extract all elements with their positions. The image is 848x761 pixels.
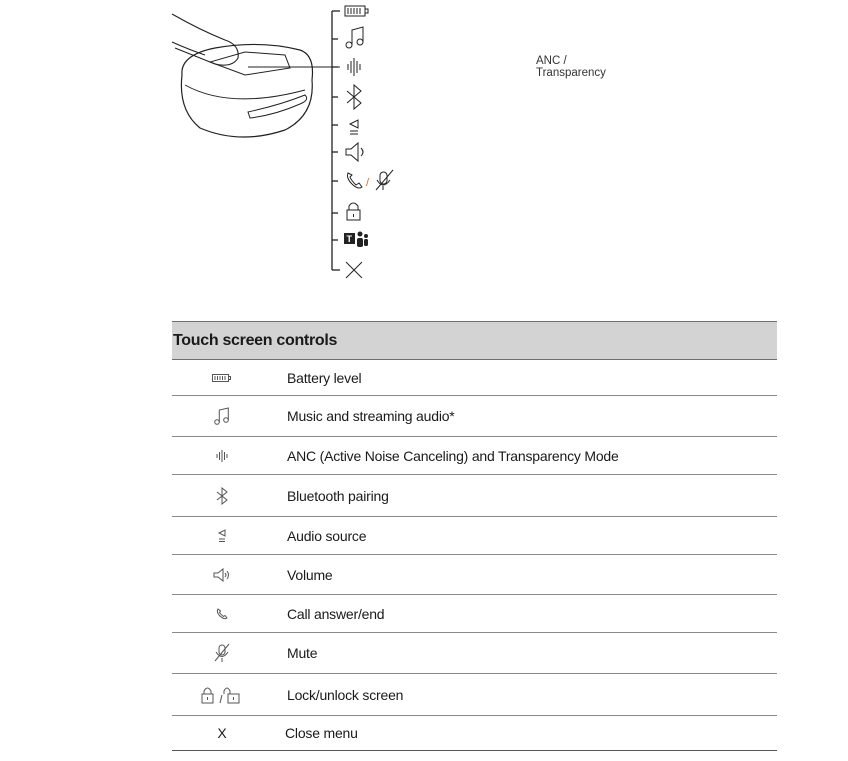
table-row <box>172 475 777 517</box>
music-note-icon <box>346 27 363 48</box>
row-label: Lock/unlock screen <box>287 686 404 703</box>
row-label: Call answer/end <box>287 605 385 622</box>
table-row <box>172 595 777 633</box>
lock-unlock-icon <box>172 685 272 705</box>
charging-case-drawing <box>168 0 468 285</box>
row-label: Music and streaming audio* <box>287 408 455 424</box>
table-row <box>172 555 777 595</box>
lock-icon <box>347 203 360 220</box>
audio-source-icon <box>350 120 358 134</box>
teams-icon <box>344 232 368 248</box>
row-label: Close menu <box>285 725 358 741</box>
mute-icon <box>376 170 393 190</box>
row-label: Audio source <box>287 527 367 544</box>
table-row <box>172 437 777 475</box>
music-note-icon <box>172 407 272 425</box>
bluetooth-icon <box>172 487 272 505</box>
svg-text:/: / <box>366 177 370 189</box>
anc-icon <box>172 449 272 463</box>
volume-icon <box>172 568 272 582</box>
volume-icon <box>346 143 363 161</box>
call-icon <box>348 173 363 188</box>
anc-icon <box>348 58 360 76</box>
touch-screen-controls-table <box>172 321 777 751</box>
row-label: Battery level <box>287 369 362 386</box>
battery-icon <box>172 373 272 383</box>
touch-screen-illustration <box>168 0 606 285</box>
row-label: Mute <box>287 645 318 661</box>
row-label: Volume <box>287 566 333 583</box>
table-row <box>172 517 777 555</box>
table-row <box>172 360 777 396</box>
table-row <box>172 633 777 674</box>
svg-text:T: T <box>346 234 352 244</box>
close-icon <box>346 262 362 278</box>
close-icon: X <box>217 725 227 741</box>
table-header <box>172 321 777 360</box>
row-label: Bluetooth pairing <box>287 487 389 504</box>
anc-transparency-callout: ANC / Transparency <box>536 55 606 79</box>
call-icon <box>172 608 272 620</box>
table-title: Touch screen controls <box>173 331 338 349</box>
mute-icon <box>172 643 272 663</box>
table-row <box>172 716 777 751</box>
audio-source-icon <box>172 529 272 543</box>
battery-icon <box>345 6 368 16</box>
row-label: ANC (Active Noise Canceling) and Transparency Mode <box>287 447 619 464</box>
table-row <box>172 674 777 716</box>
table-row <box>172 396 777 437</box>
bluetooth-icon <box>347 85 361 109</box>
